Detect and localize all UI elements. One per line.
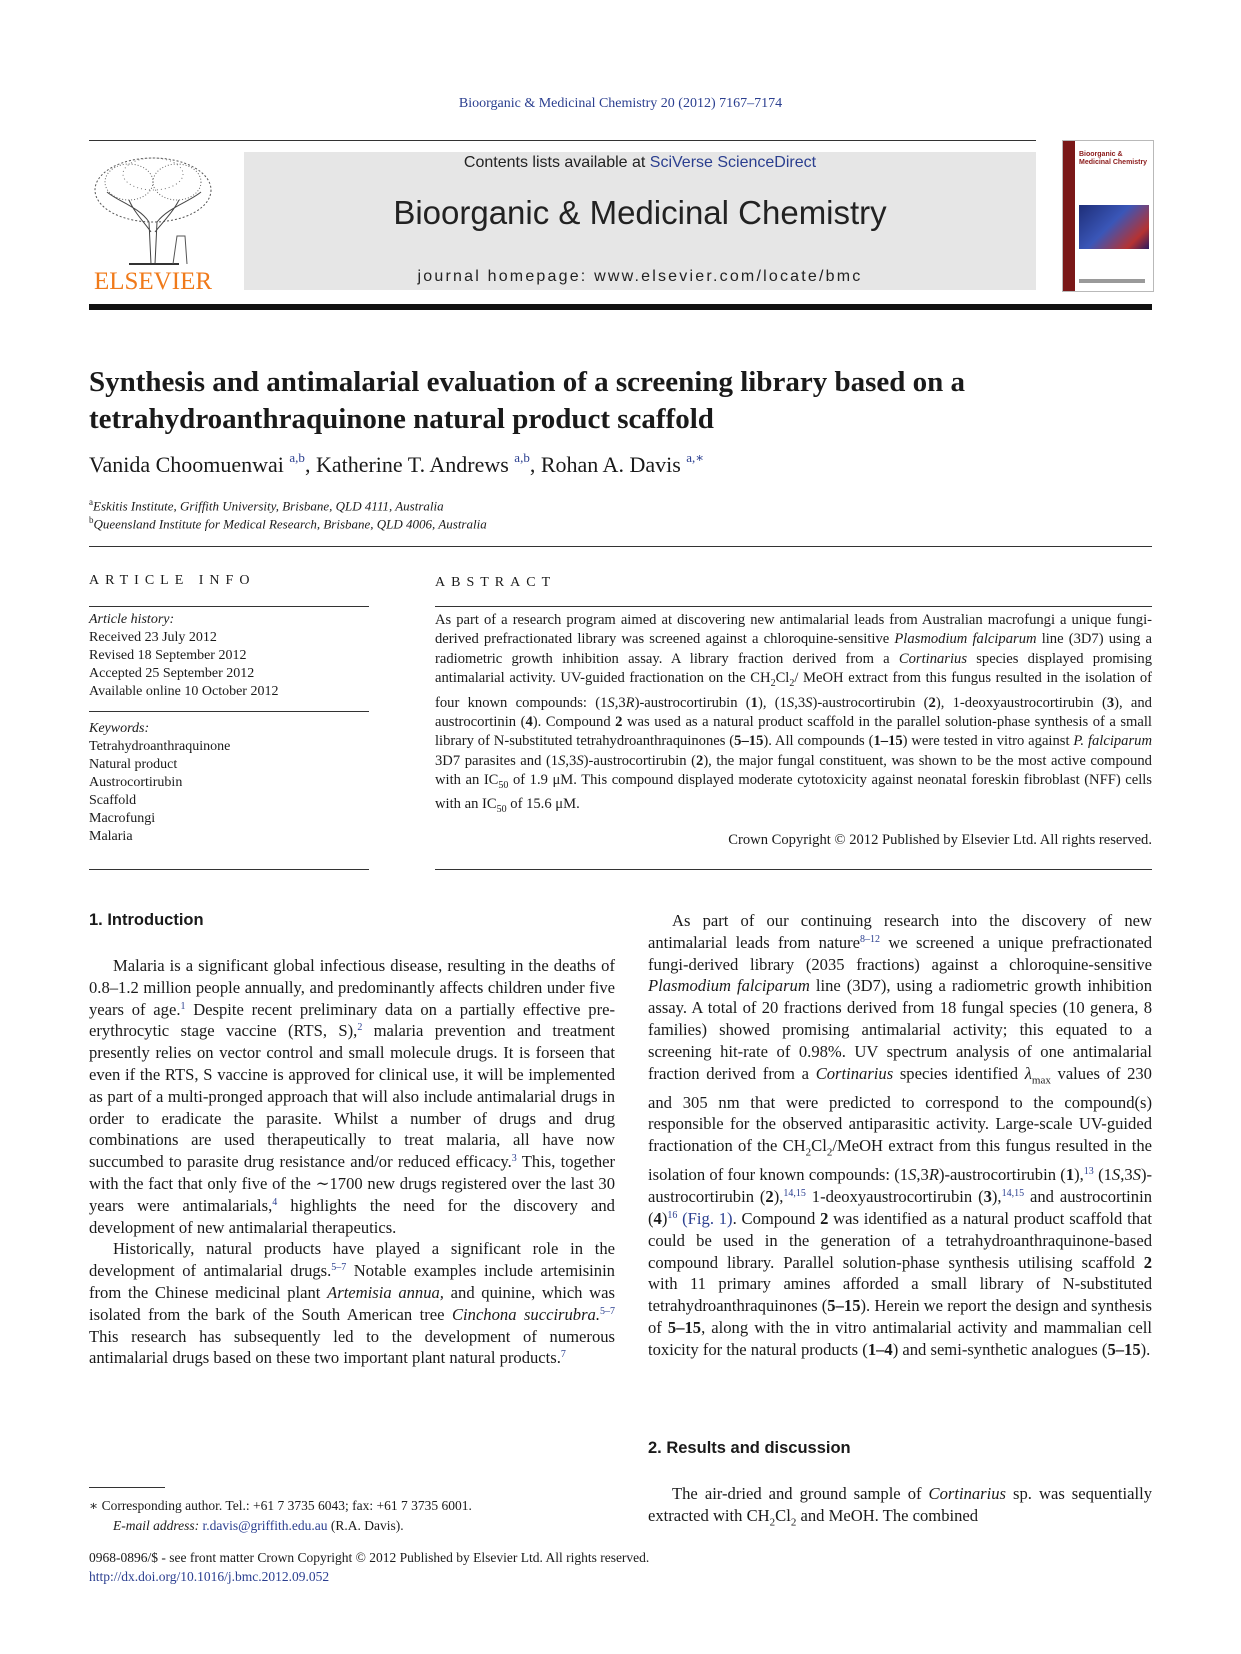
history-label: Article history: [89,612,175,627]
figure-1-link[interactable]: (Fig. 1) [682,1208,733,1228]
contents-prefix: Contents lists available at [463,154,650,171]
footnote-rule [89,1487,165,1488]
history-item: Revised 18 September 2012 [89,648,247,663]
email-link[interactable]: r.davis@griffith.edu.au [202,1518,328,1533]
sciencedirect-link[interactable]: SciVerse ScienceDirect [649,154,817,171]
footnotes [89,1496,609,1536]
cover-title: Bioorganic & Medicinal Chemistry [1079,151,1148,166]
journal-citation[interactable]: Bioorganic & Medicinal Chemistry 20 (2012) 7167–7174 [458,96,783,111]
article-info [89,611,369,846]
author-name: Katherine T. Andrews [315,452,509,477]
author-separator: , [304,452,316,477]
affiliation-mark: b [89,515,94,525]
author-name: Vanida Choomuenwai [89,452,284,477]
divider [89,869,369,870]
keywords-label: Keywords: [89,721,150,736]
affiliation-b [89,515,487,532]
keyword: Macrofungi [89,811,156,826]
history-item: Received 23 July 2012 [89,630,217,645]
elsevier-wordmark: ELSEVIER [93,268,213,295]
cover-band [1063,141,1075,291]
cover-image [1079,205,1149,249]
abstract-text: As part of a research program aimed at discovering new antimalarial leads from Australian macrofungi a unique fungi-derived prefractionated library was screened against a chloroquine-sensitive Plasmodium falciparum line (3D7) using a radiometric growth inhibition assay. A library fraction derived from a Cortinarius species displayed promising antimalarial activity. UV-guided fractionation on the $CH_2Cl_2/$ MeOH extract from this fungus resulted in the isolation of four known compounds: (1S,3R)-austrocortirubin (1), (1S,3S)-austrocortirubin (2), 1-deoxyaustrocortirubin (3), and austrocortinin (4). Compound 2 was used as a natural product scaffold in the parallel solution-phase synthesis of a small library of N-substituted tetrahydroanthraquinones (5–15). All compounds (1–15) were tested in vitro against P. falciparum 3D7 parasites and (1S,3S)-austrocortirubin (2), the major fungal constituent, was shown to be the most active compound with an $IC_{50}$ of 1.9 μM. This compound displayed moderate cytotoxicity against neonatal foreskin fibroblast (NFF) cells with an $IC_{50}$ of 15.6 μM. [435,612,1153,816]
divider [435,869,1152,870]
keyword: Natural product [89,757,178,772]
journal-banner [244,152,1036,290]
history-item: Available online 10 October 2012 [89,684,279,699]
author-name: Rohan A. Davis [540,452,681,477]
history-item: Accepted 25 September 2012 [89,666,255,681]
header-rule [89,140,1036,141]
abstract-heading: ABSTRACT [435,575,557,590]
page-footer [89,1548,889,1586]
results-text: The air-dried and ground sample of Cortinarius sp. was sequentially extracted with $CH_2Cl_2$ and MeOH. The combined [648,1484,1152,1529]
asterisk-icon: ∗ [89,1498,102,1513]
journal-cover-thumbnail[interactable] [1062,140,1154,292]
divider [435,606,1152,607]
author-affiliation-mark[interactable]: a,b [289,450,305,465]
keyword: Tetrahydroanthraquinone [89,739,231,754]
affiliation-mark: a [89,497,93,507]
email-suffix: (R.A. Davis). [330,1518,404,1533]
section-heading-results: 2. Results and discussion [648,1439,851,1457]
divider [89,606,369,607]
author-affiliation-mark[interactable]: a,b [514,450,530,465]
keyword: Austrocortirubin [89,775,183,790]
article-info-heading: ARTICLE INFO [89,573,256,588]
journal-name: Bioorganic & Medicinal Chemistry [393,194,887,231]
keyword: Scaffold [89,793,137,808]
contents-line [244,154,1036,172]
cover-footer [1079,279,1145,283]
header-thick-rule [89,304,1152,310]
journal-homepage-link[interactable]: journal homepage: www.elsevier.com/locate/bmc [417,268,863,285]
divider [89,546,1152,547]
doi-link[interactable]: http://dx.doi.org/10.1016/j.bmc.2012.09.052 [89,1569,330,1584]
affiliation-a [89,497,444,514]
elsevier-logo [89,152,217,295]
elsevier-tree-icon [89,152,217,266]
affiliation-text: Eskitis Institute, Griffith University, Brisbane, QLD 4111, Australia [93,498,444,514]
section-heading-introduction: 1. Introduction [89,911,204,929]
article-title: Synthesis and antimalarial evaluation of a screening library based on a tetrahydroanthraquinone natural product scaffold [89,366,965,435]
abstract-copyright: Crown Copyright © 2012 Published by Elsevier Ltd. All rights reserved. [728,832,1152,848]
continuing-research-text: As part of our continuing research into the discovery of new antimalarial leads from nature$^{8-12}$ we screened a unique prefractionated fungi-derived library (2035 fractions) against a chloroquine-sensitive Plasmodium falciparum line (3D7), using a radiometric growth inhibition assay. A total of 20 fractions derived from 18 fungal species (10 genera, 8 families) showed promising antimalarial activity; this equated to a screening hit-rate of 0.98%. UV spectrum analysis of one antimalarial fraction derived from a Cortinarius species identified $\lambda_{max}$ values of 230 and 305 nm that were predicted to correspond to the compound(s) responsible for the observed antiparasitic activity. Large-scale UV-guided fractionation of the $CH_2Cl_2$/MeOH extract from this fungus resulted in the isolation of four known compounds: (1S,3R)-austrocortirubin (1),$^{13}$ (1S,3S)-austrocortirubin (2),$^{14,15}$ 1-deoxyaustrocortirubin (3),$^{14,15}$ and austrocortinin $(4)^{16}$ (Fig. 1). Compound 2 was identified as a natural product scaffold that could be used in the generation of a tetrahydroanthraquinone-based compound library. Parallel solution-phase synthesis utilising scaffold 2 with 11 primary amines afforded a small library of N-substituted tetrahydroanthraquinones (5–15). Herein we report the design and synthesis of 5–15, along with the in vitro antimalarial activity and mammalian cell toxicity for the natural products (1–4) and semi-synthetic analogues (5–15). [648,911,1153,1359]
corresponding-author: Corresponding author. Tel.: +61 7 3735 6043; fax: +61 7 3735 6001. [101,1498,472,1513]
keyword: Malaria [89,829,133,844]
introduction-text: Malaria is a significant global infectious disease, resulting in the deaths of 0.8–1.2 million people annually, and predominantly affects children under five years of age.$^1$ Despite recent preliminary data on a partially effective pre-erythrocytic stage vaccine (RTS, S),$^2$ malaria prevention and treatment presently relies on vector control and small molecule drugs. It is forseen that even if the RTS, S vaccine is approved for clinical use, it will be implemented as part of a multi-pronged approach that will also include antimalarial drugs in order to eradicate the parasite. Whilst a number of drugs and drug combinations are used therapeutically to treat malaria, all have now succumbed to parasite drug resistance and/or reduced efficacy.$^3$ This, together with the fact that only five of the ∼1700 new drugs registered over the last 30 years were antimalarials,$^4$ highlights the need for the discovery and development of new antimalarial therapeutics. Historically, natural products have played a significant role in the development of antimalarial drugs.$^{5-7}$ Notable examples include artemisinin from the Chinese medicinal plant Artemisia annua, and quinine, which was isolated from the bark of the South American tree Cinchona succirubra.$^{5-7}$ This research has subsequently led to the development of numerous antimalarial drugs based on these two important plant natural products.$^7$ [89,956,616,1368]
author-affiliation-mark[interactable]: a,∗ [686,450,705,465]
divider [89,711,369,712]
issn-line: 0968-0896/$ - see front matter Crown Copyright © 2012 Published by Elsevier Ltd. All rights reserved. [89,1550,650,1565]
email-label: E-mail address: [113,1518,200,1533]
author-list [89,452,704,478]
author-separator: , [529,452,541,477]
affiliation-text: Queensland Institute for Medical Research, Brisbane, QLD 4006, Australia [93,516,487,532]
